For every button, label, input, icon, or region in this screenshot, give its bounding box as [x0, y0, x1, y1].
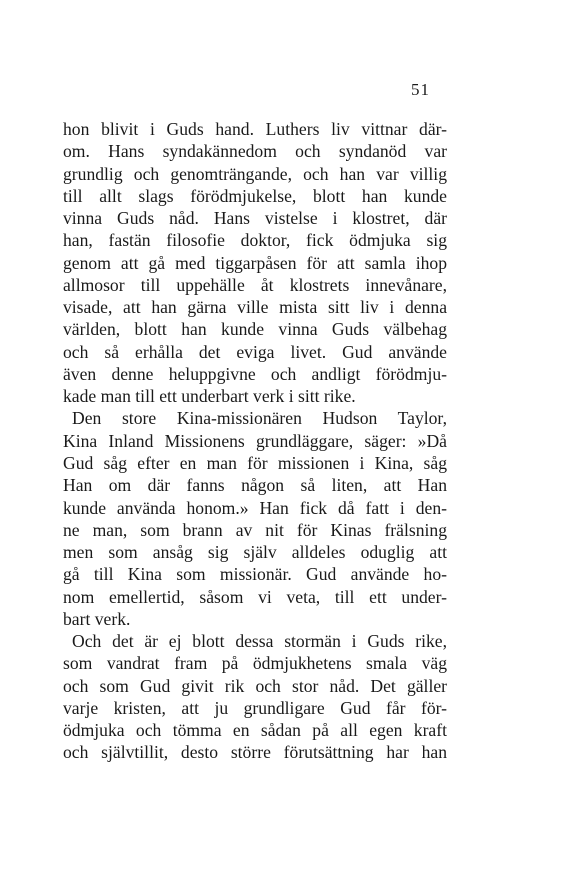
- text-line: varje kristen, att ju grundligare Gud får för-: [63, 697, 447, 718]
- body-text: [63, 118, 447, 764]
- text-line: visade, att han gärna ville mista sitt liv i denna: [63, 297, 447, 318]
- text-line: vinna Guds nåd. Hans vistelse i klostret, där: [63, 208, 447, 229]
- text-line: hon blivit i Guds hand. Luthers liv vittnar där-: [63, 119, 447, 139]
- text-line: kunde använda honom.» Han fick då fatt i den-: [63, 497, 447, 518]
- text-line: bart verk.: [63, 608, 131, 629]
- text-line: kade man till ett underbart verk i sitt rike.: [63, 386, 356, 407]
- text-line: Gud såg efter en man för missionen i Kina, såg: [63, 452, 447, 473]
- text-line: som vandrat fram på ödmjukhetens smala väg: [63, 653, 447, 674]
- text-line: och så erhålla det eviga livet. Gud använde: [63, 341, 447, 362]
- text-line: nom emellertid, såsom vi veta, till ett under-: [63, 586, 447, 607]
- text-line: Och det är ej blott dessa stormän i Guds rike,: [72, 631, 447, 652]
- text-line: Kina Inland Missionens grundläggare, säger: »Då: [63, 430, 447, 451]
- text-line: även denne heluppgivne och andligt förödmju-: [63, 363, 447, 384]
- text-line: grundlig och genomträngande, och han var villig: [63, 163, 447, 184]
- text-line: genom att gå med tiggarpåsen för att samla ihop: [63, 252, 447, 273]
- text-line: ödmjuka och tömma en sådan på all egen kraft: [63, 720, 447, 741]
- page-number: 51: [411, 80, 430, 99]
- text-line: om. Hans syndakännedom och syndanöd var: [63, 141, 447, 162]
- text-line: Han om där fanns någon så liten, att Han: [63, 475, 447, 496]
- text-line: han, fastän filosofie doktor, fick ödmjuka sig: [63, 230, 447, 251]
- text-line: och självtillit, desto större förutsättning har han: [63, 742, 447, 763]
- text-line: gå till Kina som missionär. Gud använde ho-: [63, 564, 447, 585]
- text-line: ne man, som brann av nit för Kinas frälsning: [63, 519, 447, 540]
- text-line: världen, blott han kunde vinna Guds välbehag: [63, 319, 447, 340]
- text-line: allmosor till uppehälle åt klostrets innevånare,: [63, 274, 447, 295]
- text-line: och som Gud givit rik och stor nåd. Det gäller: [63, 675, 447, 696]
- text-line: men som ansåg sig själv alldeles oduglig att: [63, 542, 447, 563]
- text-line: till allt slags förödmjukelse, blott han kunde: [63, 185, 447, 206]
- text-line: Den store Kina-missionären Hudson Taylor,: [72, 408, 447, 429]
